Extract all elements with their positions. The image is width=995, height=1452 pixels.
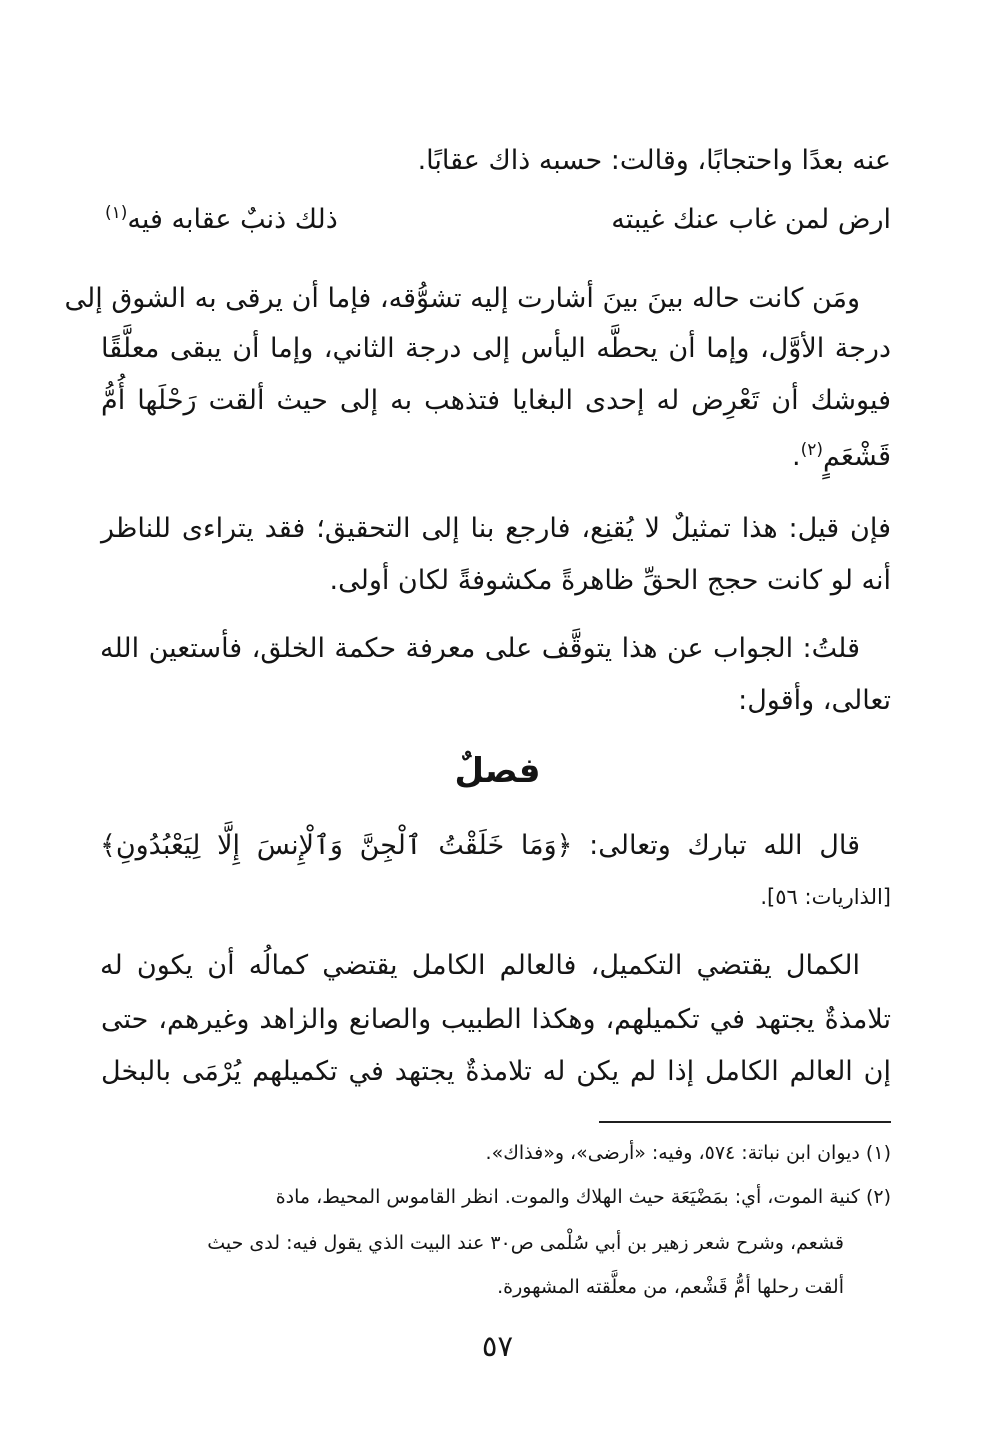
text-line (101, 681, 891, 721)
footnote-marker: (١) (105, 203, 128, 223)
footnote-text: قشعم، وشرح شعر زهير بن أبي سُلْمى ص٣٠ عند البيت الذي يقول فيه: لدى حيث (207, 1232, 844, 1254)
footnote-text: (٢) كنية الموت، أي: بمَضْيَعَة حيث الهلاك والموت. انظر القاموس المحيط، مادة (275, 1186, 891, 1208)
line-text: قَشْعَمٍ (823, 441, 891, 472)
hemistich-text: ذلك ذنبٌ عقابه فيه (127, 204, 338, 235)
line-text: ومَن كانت حاله بينَ بينَ أشارت إليه تشوُّقه، فإما أن يرقى به الشوق إلى (64, 283, 860, 314)
verse-first-hemistich (521, 198, 891, 242)
footnote-2-continued (101, 1270, 844, 1304)
text-line (101, 141, 891, 181)
line-text: فإن قيل: هذا تمثيلٌ لا يُقنِع، فارجع بنا إلى التحقيق؛ فقد يتراءى للناظر (101, 513, 891, 544)
footnote-text: (١) ديوان ابن نباتة: ٥٧٤، وفيه: «أرضى»، و«فذاك». (485, 1142, 891, 1164)
line-text: إن العالم الكامل إذا لم يكن له تلامذةٌ يجتهد في تكميلهم يُرْمَى بالبخل (101, 1056, 891, 1087)
verse-second-hemistich (105, 198, 495, 242)
text-line (64, 279, 860, 319)
text-line (101, 381, 891, 421)
line-text: تلامذةٌ يجتهد في تكميلهم، وهكذا الطبيب والصانع والزاهد وغيرهم، حتى (101, 1004, 891, 1035)
text-line (100, 826, 860, 866)
line-text: قال الله تبارك وتعالى: ﴿وَمَا خَلَقْتُ ٱلْجِنَّ وَٱلْإِنسَ إِلَّا لِيَعْبُدُونِ﴾ (100, 830, 860, 861)
line-text: تعالى، وأقول: (738, 685, 891, 716)
line-text: الكمال يقتضي التكميل، فالعالم الكامل يقتضي كمالُه أن يكون له (100, 950, 860, 981)
citation-text: [الذاريات: ٥٦]. (760, 885, 891, 909)
footnote-2 (101, 1180, 891, 1214)
quran-citation (101, 880, 891, 914)
text-line (101, 437, 891, 477)
hemistich-text: ارض لمن غاب عنك غيبته (611, 204, 891, 235)
footnote-separator (599, 1121, 891, 1123)
footnote-marker: (٢) (800, 440, 823, 460)
sentence-end: . (791, 441, 801, 472)
section-heading: فصلٌ (454, 751, 541, 791)
line-text: أنه لو كانت حجج الحقِّ ظاهرةً مكشوفةً لكان أولى. (329, 565, 891, 596)
text-line (101, 561, 891, 601)
text-line (100, 946, 860, 986)
page-number: ٥٧ (481, 1329, 514, 1363)
line-text: فيوشك أن تَعْرِض له إحدى البغايا فتذهب به إلى حيث ألقت رَحْلَها أُمُّ (101, 385, 891, 416)
line-text: عنه بعدًا واحتجابًا، وقالت: حسبه ذاك عقابًا. (417, 145, 891, 176)
text-line (101, 1052, 891, 1092)
text-line (100, 629, 860, 669)
text-line (101, 329, 891, 369)
text-line (101, 509, 891, 549)
footnote-text: ألقت رحلها أمُّ قَشْعم، من معلَّقته المشهورة. (497, 1276, 844, 1298)
text-line (101, 1000, 891, 1040)
line-text: درجة الأوَّل، وإما أن يحطَّه اليأس إلى درجة الثاني، وإما أن يبقى معلَّقًا (101, 333, 891, 364)
footnote-1 (101, 1136, 891, 1170)
line-text: قلتُ: الجواب عن هذا يتوقَّف على معرفة حكمة الخلق، فأستعين الله (100, 633, 860, 664)
footnote-2-continued (101, 1226, 844, 1260)
